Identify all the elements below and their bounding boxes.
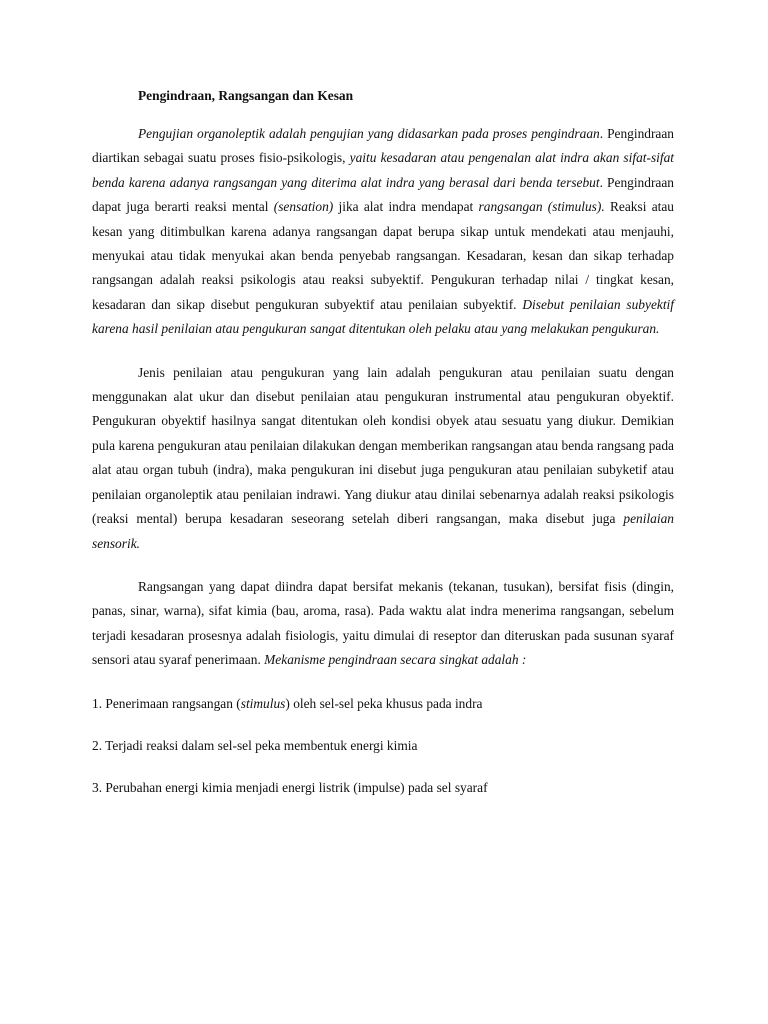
text-run: Mekanisme pengindraan secara singkat adalah : xyxy=(264,652,527,668)
text-run: (sensation) xyxy=(273,199,334,215)
list-item xyxy=(92,692,674,716)
list-item xyxy=(92,776,674,800)
text-run: rangsangan (stimulus). xyxy=(478,199,605,215)
paragraph-2 xyxy=(92,361,674,556)
text-run: jika alat indra mendapat xyxy=(333,199,479,215)
text-run: stimulus xyxy=(240,695,286,711)
text-run: 3. Perubahan energi kimia menjadi energi listrik (impulse) pada sel syaraf xyxy=(92,780,488,796)
text-run: 1. Penerimaan rangsangan ( xyxy=(92,695,241,711)
text-run: Jenis penilaian atau pengukuran yang lain adalah pengukuran atau penilaian suatu dengan menggunakan alat ukur dan disebut penilaian atau pengukuran instrumental atau pengukuran obyektif. Pengukuran obyektif hasilnya sangat ditentukan oleh kondisi obyek atau sesuatu yang diukur. Demikian pula karena pengukuran atau penilaian dilakukan dengan memberikan rangsangan atau benda rangsang pada alat atau organ tubuh (indra), maka pengukuran ini disebut juga pengukuran atau penilaian subyketif atau penilaian organoleptik atau penilaian indrawi. Yang diukur atau dinilai sebenarnya adalah reaksi psikologis (reaksi mental) berupa kesadaran seseorang setelah diberi rangsangan, maka disebut juga xyxy=(92,364,674,527)
text-run: penilaian sensorik. xyxy=(92,511,674,551)
paragraph-3 xyxy=(92,575,674,673)
text-run: . Pengindraan diartikan sebagai suatu proses fisio-psikologis, xyxy=(92,126,675,166)
paragraph-1 xyxy=(92,122,674,342)
text-run: yaitu kesadaran atau pengenalan alat indra akan sifat-sifat benda karena adanya rangsangan yang diterima alat indra yang berasal dari benda tersebut xyxy=(92,150,675,190)
text-run: ) oleh sel-sel peka khusus pada indra xyxy=(285,695,483,711)
text-run: Disebut penilaian subyektif karena hasil penilaian atau pengukuran sangat ditentukan oleh pelaku atau yang melakukan pengukuran. xyxy=(92,296,674,337)
list-item xyxy=(92,734,674,758)
section-heading: Pengindraan, Rangsangan dan Kesan xyxy=(138,88,354,103)
text-run: Reaksi atau kesan yang ditimbulkan karena adanya rangsangan dapat berupa sikap untuk mendekati atau menjauhi, menyukai atau tidak menyukai akan benda penyebab rangsangan. Kesadaran, kesan dan sikap terhadap rangsangan adalah reaksi psikologis atau reaksi subyektif. Pengukuran terhadap nilai / tingkat kesan, kesadaran dan sikap disebut pengukuran subyektif atau penilaian subyektif. xyxy=(92,199,674,312)
text-run: . Pengindraan dapat juga berarti reaksi mental xyxy=(92,174,674,215)
text-run: Pengujian organoleptik adalah pengujian yang didasarkan pada proses pengindraan xyxy=(138,126,600,141)
text-run: Rangsangan yang dapat diindra dapat bersifat mekanis (tekanan, tusukan), bersifat fisis (dingin, panas, sinar, warna), sifat kimia (bau, aroma, rasa). Pada waktu alat indra menerima rangsangan, sebelum terjadi kesadaran prosesnya adalah fisiologis, yaitu dimulai di reseptor dan diteruskan pada susunan syaraf sensori atau syaraf penerimaan. xyxy=(92,578,674,668)
text-run: 2. Terjadi reaksi dalam sel-sel peka membentuk energi kimia xyxy=(92,737,418,753)
